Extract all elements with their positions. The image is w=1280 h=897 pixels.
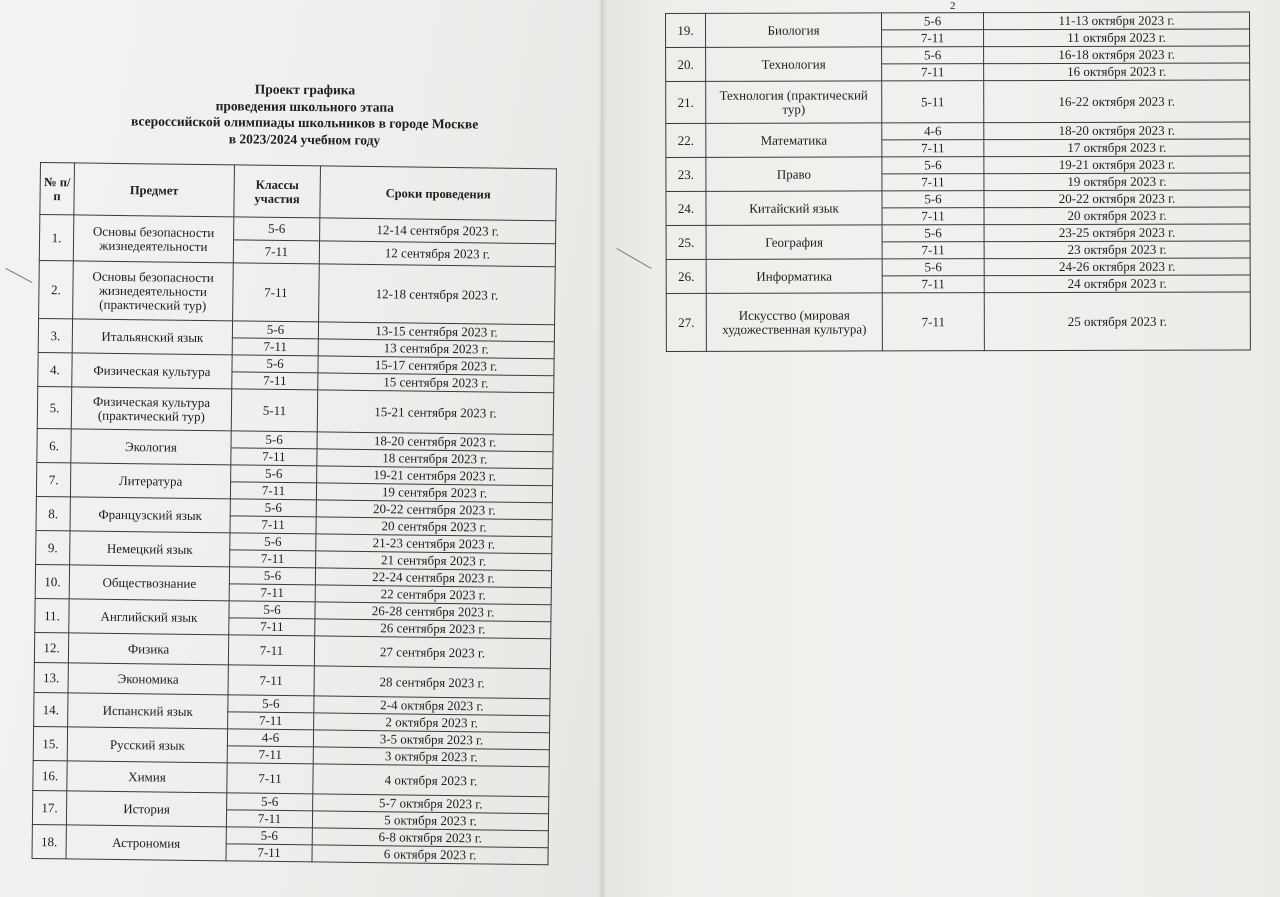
row-number: 6. bbox=[37, 428, 71, 462]
row-number: 8. bbox=[36, 496, 70, 530]
row-grades: 7-11 bbox=[233, 240, 319, 264]
row-dates: 2-4 октября 2023 г. bbox=[314, 696, 550, 716]
row-subject: История bbox=[66, 791, 226, 827]
table-row bbox=[37, 386, 553, 434]
row-grades: 7-11 bbox=[227, 746, 313, 764]
schedule-table-right bbox=[665, 11, 1251, 352]
row-dates: 6 октября 2023 г. bbox=[312, 845, 548, 865]
row-dates: 5-7 октября 2023 г. bbox=[313, 794, 549, 814]
row-dates: 20-22 октября 2023 г. bbox=[984, 190, 1250, 208]
row-grades: 5-6 bbox=[882, 225, 984, 242]
row-number: 20. bbox=[666, 47, 706, 81]
row-number: 12. bbox=[34, 632, 68, 662]
row-subject: Право bbox=[706, 157, 882, 191]
row-subject: Информатика bbox=[706, 259, 882, 293]
row-grades: 7-11 bbox=[226, 810, 312, 828]
row-dates: 20 октября 2023 г. bbox=[984, 207, 1250, 225]
row-grades: 5-6 bbox=[234, 217, 320, 241]
row-subject: Основы безопасности жизнедеятельности (практический тур) bbox=[73, 261, 234, 321]
header-grades: Классы участия bbox=[234, 165, 321, 218]
row-grades: 5-6 bbox=[229, 601, 315, 619]
table-row bbox=[666, 258, 1250, 277]
table-row bbox=[666, 46, 1250, 65]
row-grades: 7-11 bbox=[229, 584, 315, 602]
row-dates: 12-18 сентября 2023 г. bbox=[319, 264, 556, 325]
row-grades: 7-11 bbox=[882, 30, 984, 47]
row-grades: 5-6 bbox=[227, 793, 313, 811]
row-grades: 5-6 bbox=[230, 533, 316, 551]
row-dates: 15 сентября 2023 г. bbox=[318, 373, 554, 393]
row-dates: 13 сентября 2023 г. bbox=[318, 339, 554, 359]
row-subject: Немецкий язык bbox=[70, 531, 230, 567]
row-dates: 22 сентября 2023 г. bbox=[315, 585, 551, 605]
row-dates: 23 октября 2023 г. bbox=[984, 241, 1250, 259]
row-subject: Русский язык bbox=[67, 727, 227, 763]
row-subject: Математика bbox=[706, 123, 882, 157]
row-subject: Итальянский язык bbox=[72, 319, 232, 355]
row-number: 2. bbox=[39, 260, 74, 318]
row-grades: 7-11 bbox=[229, 618, 315, 636]
row-dates: 20-22 сентября 2023 г. bbox=[316, 500, 552, 520]
row-number: 21. bbox=[666, 81, 706, 123]
row-grades: 7-11 bbox=[230, 550, 316, 568]
row-dates: 12 сентября 2023 г. bbox=[319, 241, 555, 267]
row-dates: 25 октября 2023 г. bbox=[984, 292, 1250, 351]
row-number: 19. bbox=[666, 13, 706, 47]
row-grades: 7-11 bbox=[228, 665, 314, 696]
row-grades: 7-11 bbox=[882, 242, 984, 259]
table-row bbox=[666, 122, 1250, 141]
header-subject: Предмет bbox=[74, 163, 235, 217]
row-grades: 5-6 bbox=[228, 695, 314, 713]
row-number: 4. bbox=[38, 352, 72, 386]
row-dates: 17 октября 2023 г. bbox=[984, 139, 1250, 157]
row-dates: 24 октября 2023 г. bbox=[984, 275, 1250, 293]
row-subject: Химия bbox=[67, 761, 227, 793]
row-dates: 20 сентября 2023 г. bbox=[316, 517, 552, 537]
title-line: всероссийской олимпиады школьников в городе Москве bbox=[130, 113, 479, 132]
row-grades: 7-11 bbox=[228, 635, 314, 666]
row-grades: 5-6 bbox=[882, 157, 984, 174]
row-dates: 23-25 октября 2023 г. bbox=[984, 224, 1250, 242]
row-number: 15. bbox=[33, 726, 67, 760]
row-grades: 7-11 bbox=[230, 482, 316, 500]
row-grades: 5-11 bbox=[882, 81, 984, 123]
row-dates: 16-18 октября 2023 г. bbox=[984, 46, 1250, 64]
row-grades: 5-6 bbox=[230, 499, 316, 517]
title-line: проведения школьного этапа bbox=[215, 97, 395, 115]
row-dates: 18-20 сентября 2023 г. bbox=[317, 432, 553, 452]
row-number: 16. bbox=[33, 760, 67, 790]
row-dates: 21-23 сентября 2023 г. bbox=[316, 534, 552, 554]
row-grades: 5-6 bbox=[882, 191, 984, 208]
row-number: 24. bbox=[666, 191, 706, 225]
row-dates: 19-21 сентября 2023 г. bbox=[317, 466, 553, 486]
row-subject: Экономика bbox=[68, 663, 228, 695]
row-grades: 7-11 bbox=[882, 208, 984, 225]
row-dates: 28 сентября 2023 г. bbox=[314, 666, 550, 699]
row-grades: 7-11 bbox=[227, 763, 313, 794]
row-dates: 15-21 сентября 2023 г. bbox=[317, 390, 553, 435]
schedule-body-left bbox=[32, 215, 556, 865]
row-subject: Биология bbox=[706, 13, 882, 47]
row-number: 1. bbox=[39, 215, 74, 261]
row-number: 7. bbox=[36, 462, 70, 496]
row-number: 25. bbox=[666, 225, 706, 259]
page-fold bbox=[598, 0, 606, 897]
row-dates: 19 октября 2023 г. bbox=[984, 173, 1250, 191]
row-number: 3. bbox=[38, 318, 72, 352]
row-dates: 22-24 сентября 2023 г. bbox=[315, 568, 551, 588]
row-subject: Обществознание bbox=[69, 565, 229, 601]
row-dates: 21 сентября 2023 г. bbox=[316, 551, 552, 571]
row-dates: 18-20 октября 2023 г. bbox=[984, 122, 1250, 140]
row-number: 23. bbox=[666, 157, 706, 191]
row-number: 13. bbox=[34, 662, 68, 692]
row-dates: 11 октября 2023 г. bbox=[984, 29, 1250, 47]
row-dates: 12-14 сентября 2023 г. bbox=[320, 218, 556, 244]
row-dates: 2 октября 2023 г. bbox=[314, 713, 550, 733]
page-number: 2 bbox=[950, 0, 956, 12]
row-dates: 16 октября 2023 г. bbox=[984, 63, 1250, 81]
row-number: 10. bbox=[35, 564, 69, 598]
schedule-table-left bbox=[31, 162, 556, 865]
row-grades: 7-11 bbox=[882, 64, 984, 81]
header-dates: Сроки проведения bbox=[320, 166, 557, 221]
row-dates: 26-28 сентября 2023 г. bbox=[315, 602, 551, 622]
schedule-body-right bbox=[666, 12, 1251, 352]
row-dates: 15-17 сентября 2023 г. bbox=[318, 356, 554, 376]
row-number: 14. bbox=[34, 692, 68, 726]
row-subject: Китайский язык bbox=[706, 191, 882, 225]
row-grades: 7-11 bbox=[882, 174, 984, 191]
document-title bbox=[79, 80, 530, 150]
row-dates: 19-21 октября 2023 г. bbox=[984, 156, 1250, 174]
row-subject: Литература bbox=[70, 463, 230, 499]
table-row bbox=[666, 190, 1250, 209]
row-dates: 18 сентября 2023 г. bbox=[317, 449, 553, 469]
row-subject: Французский язык bbox=[70, 497, 230, 533]
row-number: 5. bbox=[37, 386, 72, 428]
row-subject: Основы безопасности жизнедеятельности bbox=[73, 215, 234, 263]
row-grades: 5-6 bbox=[232, 321, 318, 339]
row-grades: 5-6 bbox=[882, 259, 984, 276]
row-number: 27. bbox=[666, 293, 706, 351]
table-row bbox=[666, 80, 1250, 124]
row-subject: Астрономия bbox=[66, 825, 226, 861]
row-dates: 26 сентября 2023 г. bbox=[315, 619, 551, 639]
table-row bbox=[666, 224, 1250, 243]
row-grades: 5-6 bbox=[882, 47, 984, 64]
header-num: № п/п bbox=[40, 163, 75, 215]
row-number: 11. bbox=[35, 598, 69, 632]
row-grades: 7-11 bbox=[231, 448, 317, 466]
title-line: в 2023/2024 учебном году bbox=[228, 130, 381, 148]
row-grades: 5-6 bbox=[232, 355, 318, 373]
row-grades: 7-11 bbox=[230, 516, 316, 534]
row-dates: 13-15 сентября 2023 г. bbox=[318, 322, 554, 342]
row-grades: 7-11 bbox=[233, 263, 320, 322]
row-dates: 6-8 октября 2023 г. bbox=[312, 828, 548, 848]
row-dates: 27 сентября 2023 г. bbox=[314, 636, 550, 669]
row-subject: Экология bbox=[71, 429, 231, 465]
row-dates: 19 сентября 2023 г. bbox=[316, 483, 552, 503]
row-number: 26. bbox=[666, 259, 706, 293]
row-subject: Технология (практический тур) bbox=[706, 81, 882, 123]
row-grades: 7-11 bbox=[882, 293, 984, 351]
table-row bbox=[39, 260, 556, 324]
row-grades: 7-11 bbox=[232, 372, 318, 390]
row-number: 22. bbox=[666, 123, 706, 157]
row-grades: 5-6 bbox=[226, 827, 312, 845]
row-grades: 5-6 bbox=[882, 13, 984, 30]
row-dates: 4 октября 2023 г. bbox=[313, 764, 549, 797]
row-subject: Искусство (мировая художественная культура) bbox=[706, 293, 882, 351]
row-grades: 5-6 bbox=[231, 465, 317, 483]
row-subject: Физическая культура bbox=[72, 353, 232, 389]
row-grades: 4-6 bbox=[882, 123, 984, 140]
row-grades: 5-11 bbox=[231, 389, 318, 432]
row-grades: 7-11 bbox=[882, 140, 984, 157]
row-dates: 3 октября 2023 г. bbox=[313, 747, 549, 767]
row-grades: 4-6 bbox=[227, 729, 313, 747]
row-subject: Физика bbox=[68, 633, 228, 665]
row-grades: 7-11 bbox=[226, 844, 312, 862]
table-row bbox=[666, 12, 1250, 31]
row-grades: 5-6 bbox=[231, 431, 317, 449]
row-dates: 16-22 октября 2023 г. bbox=[984, 80, 1250, 123]
row-subject: География bbox=[706, 225, 882, 259]
row-dates: 5 октября 2023 г. bbox=[312, 811, 548, 831]
row-subject: Испанский язык bbox=[68, 693, 228, 729]
row-subject: Технология bbox=[706, 47, 882, 81]
row-subject: Английский язык bbox=[69, 599, 229, 635]
row-number: 18. bbox=[32, 824, 66, 858]
row-grades: 7-11 bbox=[228, 712, 314, 730]
row-grades: 7-11 bbox=[882, 276, 984, 293]
row-number: 9. bbox=[36, 530, 70, 564]
row-number: 17. bbox=[32, 790, 66, 824]
table-row bbox=[40, 215, 556, 244]
row-dates: 24-26 октября 2023 г. bbox=[984, 258, 1250, 276]
table-row bbox=[666, 156, 1250, 175]
row-dates: 3-5 октября 2023 г. bbox=[313, 730, 549, 750]
row-subject: Физическая культура (практический тур) bbox=[71, 387, 232, 431]
row-grades: 7-11 bbox=[232, 338, 318, 356]
row-dates: 11-13 октября 2023 г. bbox=[984, 12, 1250, 30]
row-grades: 5-6 bbox=[229, 567, 315, 585]
table-row bbox=[666, 292, 1250, 352]
title-line: Проект графика bbox=[254, 81, 356, 98]
